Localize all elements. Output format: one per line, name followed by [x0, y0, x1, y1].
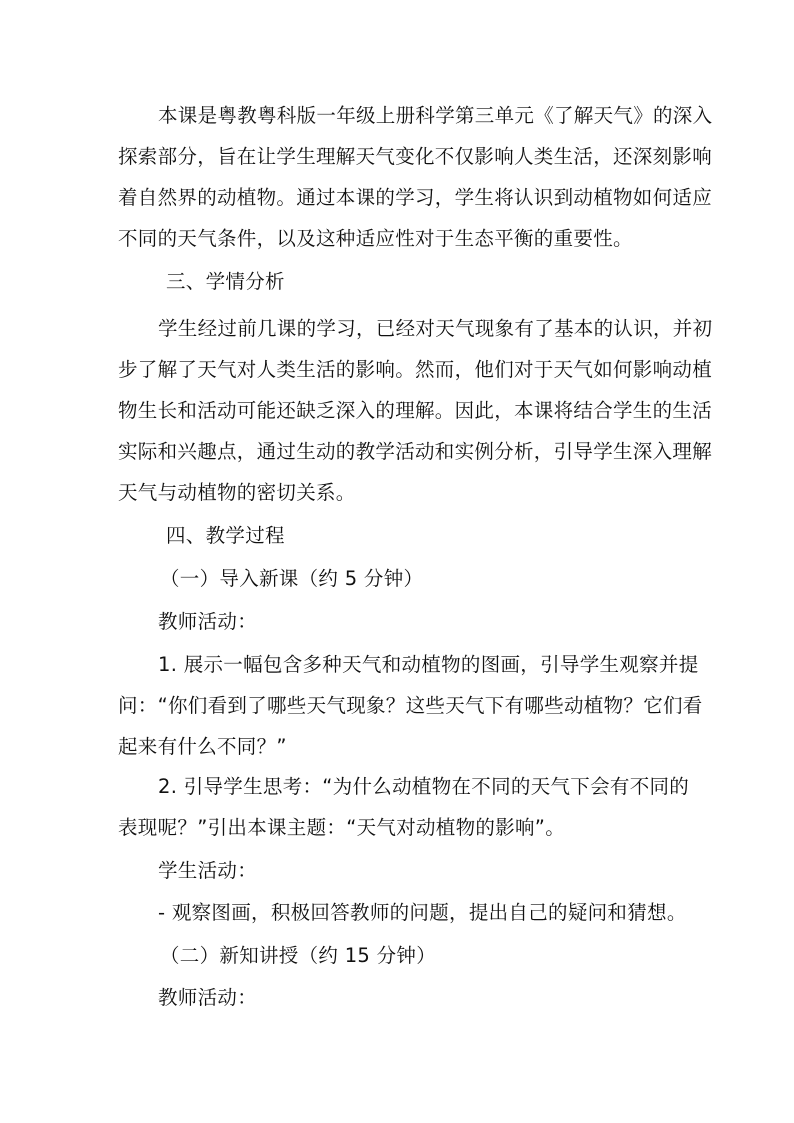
- paragraph-analysis-line-4: 实际和兴趣点，通过生动的教学活动和实例分析，引导学生深入理解: [118, 440, 713, 463]
- paragraph-analysis-line-1: 学生经过前几课的学习，已经对天气现象有了基本的认识，并初: [158, 317, 713, 340]
- student-activity-label: 学生活动：: [158, 859, 258, 882]
- teacher-step-1-line-1: 1. 展示一幅包含多种天气和动植物的图画，引导学生观察并提: [158, 653, 699, 676]
- paragraph-analysis-line-2: 步了解了天气对人类生活的影响。然而，他们对于天气如何影响动植: [118, 358, 713, 381]
- paragraph-analysis-line-3: 物生长和活动可能还缺乏深入的理解。因此，本课将结合学生的生活: [118, 399, 713, 422]
- paragraph-intro-line-4: 不同的天气条件，以及这种适应性对于生态平衡的重要性。: [118, 227, 633, 250]
- paragraph-intro-line-1: 本课是粤教粤科版一年级上册科学第三单元《了解天气》的深入: [158, 104, 713, 127]
- subsection-heading-intro: （一）导入新课（约 5 分钟）: [160, 567, 424, 590]
- teacher-step-1-line-3: 起来有什么不同？”: [118, 735, 287, 758]
- teacher-step-1-line-2: 问：“你们看到了哪些天气现象？这些天气下有哪些动植物？它们看: [118, 694, 703, 717]
- section-heading-teaching-process: 四、教学过程: [166, 524, 285, 547]
- section-heading-student-analysis: 三、学情分析: [166, 270, 285, 293]
- paragraph-intro-line-2: 探索部分，旨在让学生理解天气变化不仅影响人类生活，还深刻影响: [118, 145, 713, 168]
- student-activity-item: - 观察图画，积极回答教师的问题，提出自己的疑问和猜想。: [158, 901, 687, 924]
- teacher-step-2-line-1: 2. 引导学生思考：“为什么动植物在不同的天气下会有不同的: [158, 775, 690, 798]
- paragraph-analysis-line-5: 天气与动植物的密切关系。: [118, 481, 356, 504]
- paragraph-intro-line-3: 着自然界的动植物。通过本课的学习，学生将认识到动植物如何适应: [118, 186, 713, 209]
- teacher-activity-label-2: 教师活动：: [158, 986, 258, 1009]
- teacher-step-2-line-2: 表现呢？”引出本课主题：“天气对动植物的影响”。: [118, 816, 566, 839]
- subsection-heading-new-knowledge: （二）新知讲授（约 15 分钟）: [160, 944, 437, 967]
- teacher-activity-label-1: 教师活动：: [158, 610, 258, 633]
